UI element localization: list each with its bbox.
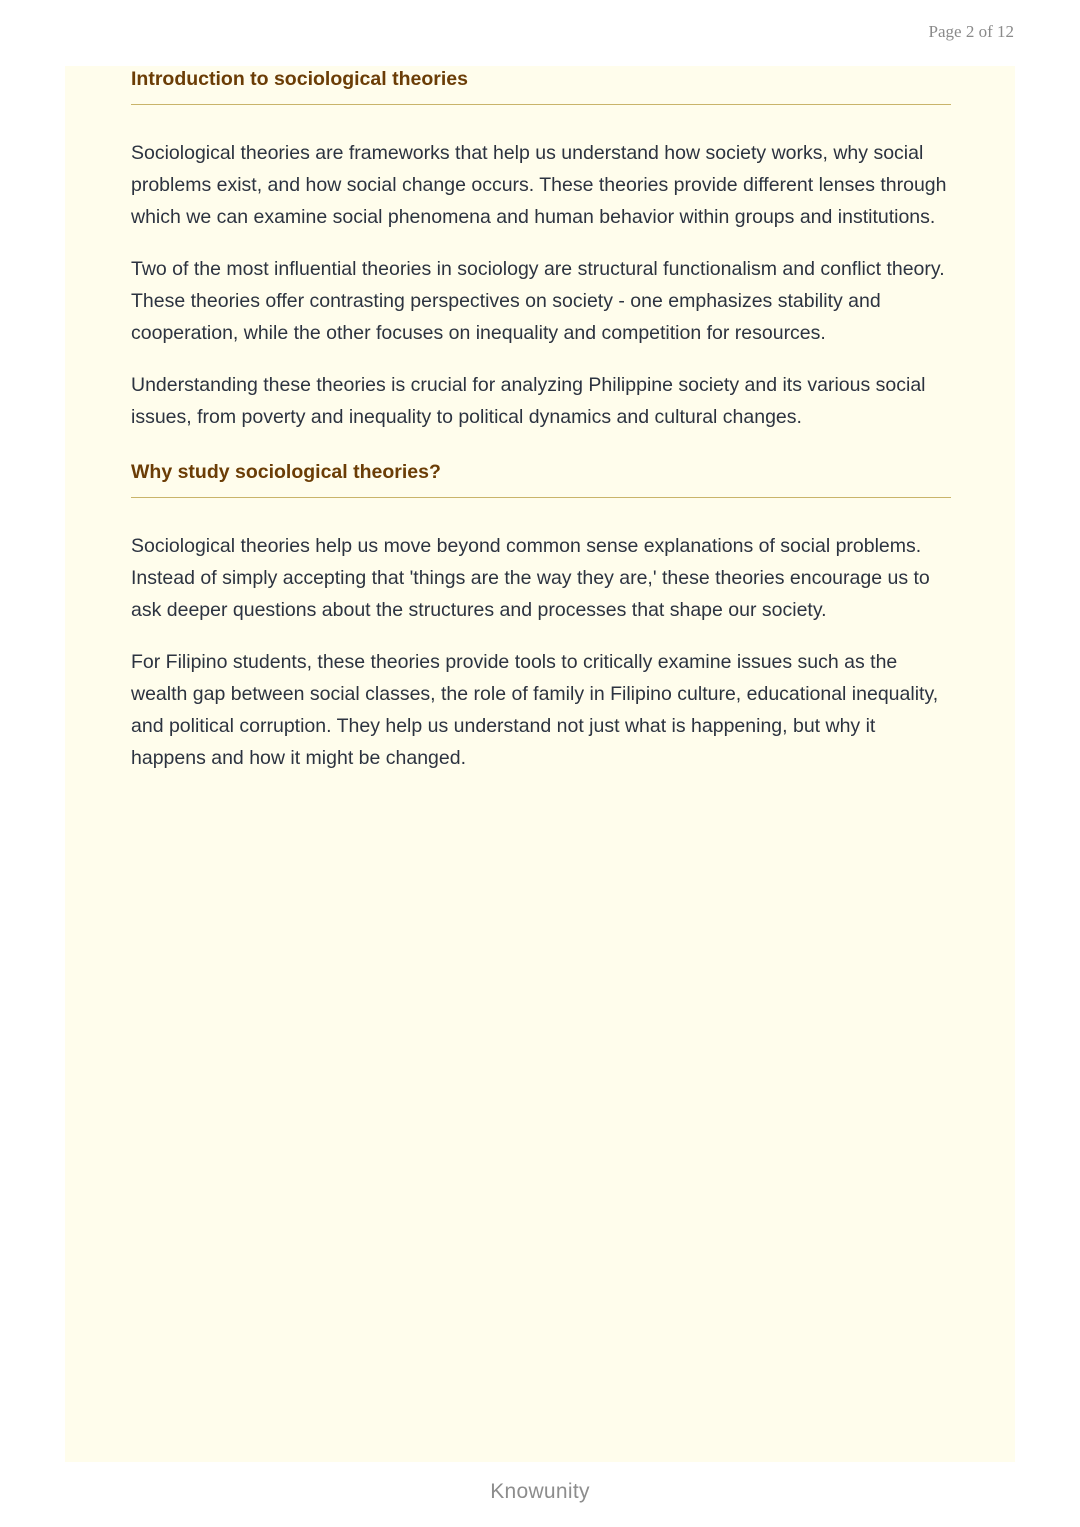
section-introduction	[131, 66, 951, 433]
section-body	[131, 105, 951, 433]
footer-brand-logo: Knowunity	[490, 1480, 590, 1503]
document-content	[131, 66, 951, 774]
page-indicator: Page 2 of 12	[928, 22, 1014, 41]
paragraph: Two of the most influential theories in sociology are structural functionalism and conflict theory. These theories offer contrasting perspectives on society - one emphasizes stability and cooperation, while the other focuses on inequality and competition for resources.	[131, 258, 945, 344]
section-heading: Why study sociological theories?	[131, 459, 951, 498]
paragraph: For Filipino students, these theories provide tools to critically examine issues such as the wealth gap between social classes, the role of family in Filipino culture, educational inequality, and political corruption. They help us understand not just what is happening, but why it happens and how it might be changed.	[131, 651, 939, 769]
paragraph: Sociological theories help us move beyond common sense explanations of social problems. Instead of simply accepting that 'things are the way they are,' these theories encourage us to ask deeper questions about the structures and processes that shape our society.	[131, 535, 930, 621]
section-heading: Introduction to sociological theories	[131, 66, 951, 105]
paragraph: Understanding these theories is crucial for analyzing Philippine society and its various social issues, from poverty and inequality to political dynamics and cultural changes.	[131, 374, 926, 428]
document-page	[65, 66, 1015, 1462]
section-why-study	[131, 459, 951, 774]
paragraph: Sociological theories are frameworks that help us understand how society works, why social problems exist, and how social change occurs. These theories provide different lenses through which we can examine social phenomena and human behavior within groups and institutions.	[131, 142, 947, 228]
section-body	[131, 498, 951, 774]
